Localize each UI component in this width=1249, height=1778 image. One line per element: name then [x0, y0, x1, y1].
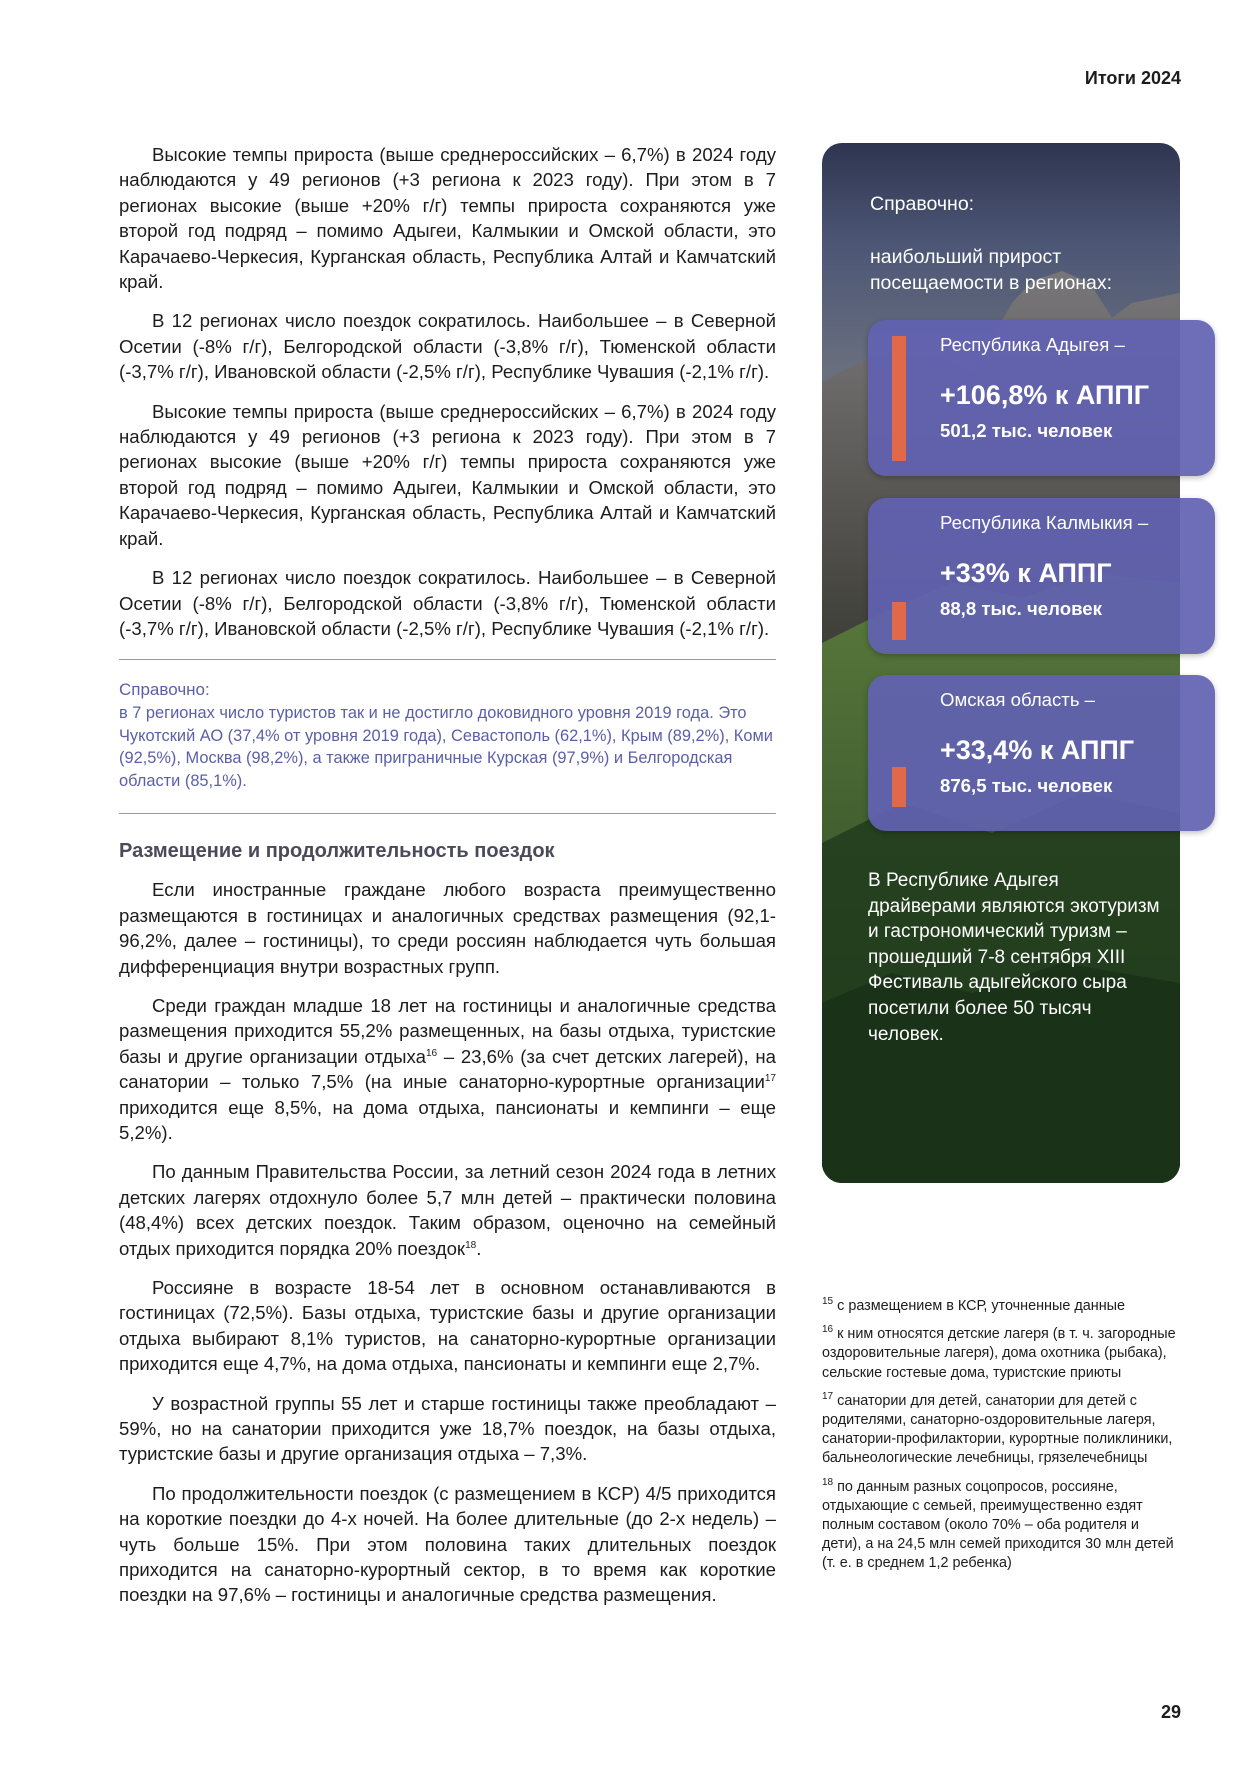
stat-region: Омская область – — [940, 689, 1096, 710]
reference-note-text: в 7 регионах число туристов так и не достигло доковидного уровня 2019 года. Это Чукотский АО (37,4% от уровня 2019 года), Севастополь (62,1%), Крым (89,2%), Коми (92,5%), Москва (98,2%), а также приграничные Курская (97,9%) и Белгородская области (85,1%). — [119, 703, 773, 790]
stat-card-adygea — [868, 320, 1215, 476]
divider — [119, 659, 776, 660]
stat-change: +33,4% к АППГ — [940, 735, 1135, 765]
footnote-text: по данным разных соцопросов, россияне, отдыхающие с семьей, преимущественно ездят полным составом (около 70% – оба родителя и дети), а на 24,5 млн семей приходится 30 млн детей (т. е. в среднем 1,2 ребенка) — [822, 1478, 1174, 1572]
page-number: 29 — [1160, 1702, 1181, 1722]
text-run: – 23,6% (за счет детских лагерей), на санатории – только 7,5% (на иные санаторно-курортные организации — [119, 1045, 776, 1093]
text-run: Среди граждан младше 18 лет на гостиницы и аналогичные средства размещения приходится 55,2% размещенных, на базы отдыха, туристские базы и другие организации отдыха — [119, 994, 776, 1067]
panel-bottom-text: В Республике Адыгея драйверами являются экотуризм и гастрономический туризм – прошедший 7-8 сентября XIII Фестиваль адыгейского сыра посетили более 50 тысяч человек. — [868, 870, 1160, 1045]
stat-region: Республика Адыгея – — [940, 334, 1125, 355]
text-run: . — [476, 1237, 482, 1259]
footnote-number: 18 — [822, 1476, 834, 1488]
body-paragraph: В 12 регионах число поездок сократилось. Наибольшее – в Северной Осетии (-8% г/г), Белгородской области (-3,8% г/г), Тюменской области (-3,7% г/г), Ивановской области (-2,5% г/г), Республике Чувашия (-2,1% г/г). — [119, 567, 776, 639]
footnote-text: к ним относятся детские лагеря (в т. ч. загородные оздоровительные лагеря), дома охотника (рыбака), сельские гостевые дома, туристские приюты — [822, 1326, 1176, 1381]
stat-region: Республика Калмыкия – — [940, 512, 1149, 533]
footnote — [822, 1325, 1182, 1383]
body-paragraph: По продолжительности поездок (с размещением в КСР) 4/5 приходится на короткие поездки до 4-х ночей. На более длительные (до 2-х недель) – чуть больше 15%. При этом половина таких длительных поездок приходится на санаторно-курортный сектор, в то время как короткие поездки на 97,6% – гостиницы и аналогичные средства размещения. — [119, 1482, 776, 1606]
footnote-ref: 16 — [425, 1047, 438, 1059]
footnote-ref: 18 — [465, 1239, 477, 1251]
body-paragraph: У возрастной группы 55 лет и старше гостиницы также преобладают – 59%, но на санатории приходится уже 18,7% поездок, на базы отдыха, туристские базы и другие организация отдыха – 7,3%. — [119, 1392, 776, 1465]
stat-card-omsk — [868, 675, 1215, 831]
body-paragraph: В 12 регионах число поездок сократилось. Наибольшее – в Северной Осетии (-8% г/г), Белгородской области (-3,8% г/г), Тюменской области (-3,7% г/г), Ивановской области (-2,5% г/г), Республике Чувашия (-2,1% г/г). — [119, 310, 776, 383]
panel-intro-label: Справочно: — [870, 193, 975, 215]
footnote — [822, 1392, 1182, 1469]
footnote — [822, 1297, 1182, 1316]
stat-count: 501,2 тыс. человек — [940, 420, 1113, 441]
reference-note-title: Справочно: — [119, 680, 210, 700]
panel-intro — [870, 191, 1180, 323]
body-paragraph: Россияне в возрасте 18-54 лет в основном останавливаются в гостиницах (72,5%). Базы отдыха, туристские базы и другие организации отдыха выбирают 8,1% туристов, на санаторно-курортные организации приходится еще 4,7%, на дома отдыха, пансионаты и кемпинги еще 2,7%. — [119, 1276, 776, 1375]
footnote-number: 16 — [822, 1324, 834, 1336]
section-title: Размещение и продолжительность поездок — [119, 840, 555, 863]
reference-note — [119, 679, 776, 813]
footnote-text: санатории для детей, санатории для детей с родителями, санаторно-оздоровительные лагеря, санатории-профилактории, курортные поликлиники, бальнеологические лечебницы, грязелечебницы — [822, 1392, 1173, 1467]
stat-bar — [892, 767, 906, 807]
body-paragraph: Высокие темпы прироста (выше среднероссийских – 6,7%) в 2024 году наблюдаются у 49 регионов (+3 региона к 2023 году). При этом в 7 регионах высокие (выше +20% г/г) темпы прироста сохраняются уже второй год подряд – помимо Адыгеи, Калмыкии и Омской области, это Карачаево-Черкесия, Курганская область, Республика Алтай и Камчатский край. — [119, 400, 776, 549]
footnotes — [822, 1297, 1182, 1583]
divider — [119, 813, 776, 814]
text-run: приходится еще 8,5%, на дома отдыха, пансионаты и кемпинги – еще 5,2%). — [119, 1096, 776, 1143]
body-paragraph: Высокие темпы прироста (выше среднероссийских – 6,7%) в 2024 году наблюдаются у 49 регионов (+3 региона к 2023 году). При этом в 7 регионах высокие (выше +20% г/г) темпы прироста сохраняются уже второй год подряд – помимо Адыгеи, Калмыкии и Омской области, это Карачаево-Черкесия, Курганская область, Республика Алтай и Камчатский край. — [119, 144, 776, 293]
footnote-ref: 17 — [764, 1072, 776, 1084]
body-paragraph — [119, 1159, 776, 1261]
stat-card-kalmykia — [868, 498, 1215, 654]
stat-bar — [892, 602, 906, 640]
footnote — [822, 1478, 1182, 1574]
stat-bar — [892, 336, 906, 461]
footnote-number: 17 — [822, 1391, 834, 1403]
main-column — [119, 142, 776, 1622]
body-paragraph: Если иностранные граждане любого возраста преимущественно размещаются в гостиницах и аналогичных средствах размещения (92,1-96,2%, далее – гостиницы), то среди россиян наблюдается чуть большая дифференциация внутри возрастных групп. — [119, 879, 776, 977]
panel-intro-text: наибольший прирост посещаемости в регионах: — [870, 246, 1113, 294]
stat-count: 876,5 тыс. человек — [940, 775, 1113, 796]
report-header-title: Итоги 2024 — [1084, 68, 1181, 88]
text-run: По данным Правительства России, за летний сезон 2024 года в летних детских лагерях отдохнуло более 5,7 млн детей – практически половина (48,4%) всех детских поездок. Таким образом, оценочно на семейный отдых приходится порядка 20% поездок — [119, 1161, 776, 1259]
footnote-text: с размещением в КСР, уточненные данные — [833, 1298, 1125, 1314]
stat-change: +33% к АППГ — [940, 558, 1112, 588]
stat-change: +106,8% к АППГ — [940, 380, 1150, 410]
footnote-number: 15 — [822, 1296, 834, 1308]
stat-count: 88,8 тыс. человек — [940, 598, 1102, 619]
body-paragraph — [119, 993, 776, 1145]
